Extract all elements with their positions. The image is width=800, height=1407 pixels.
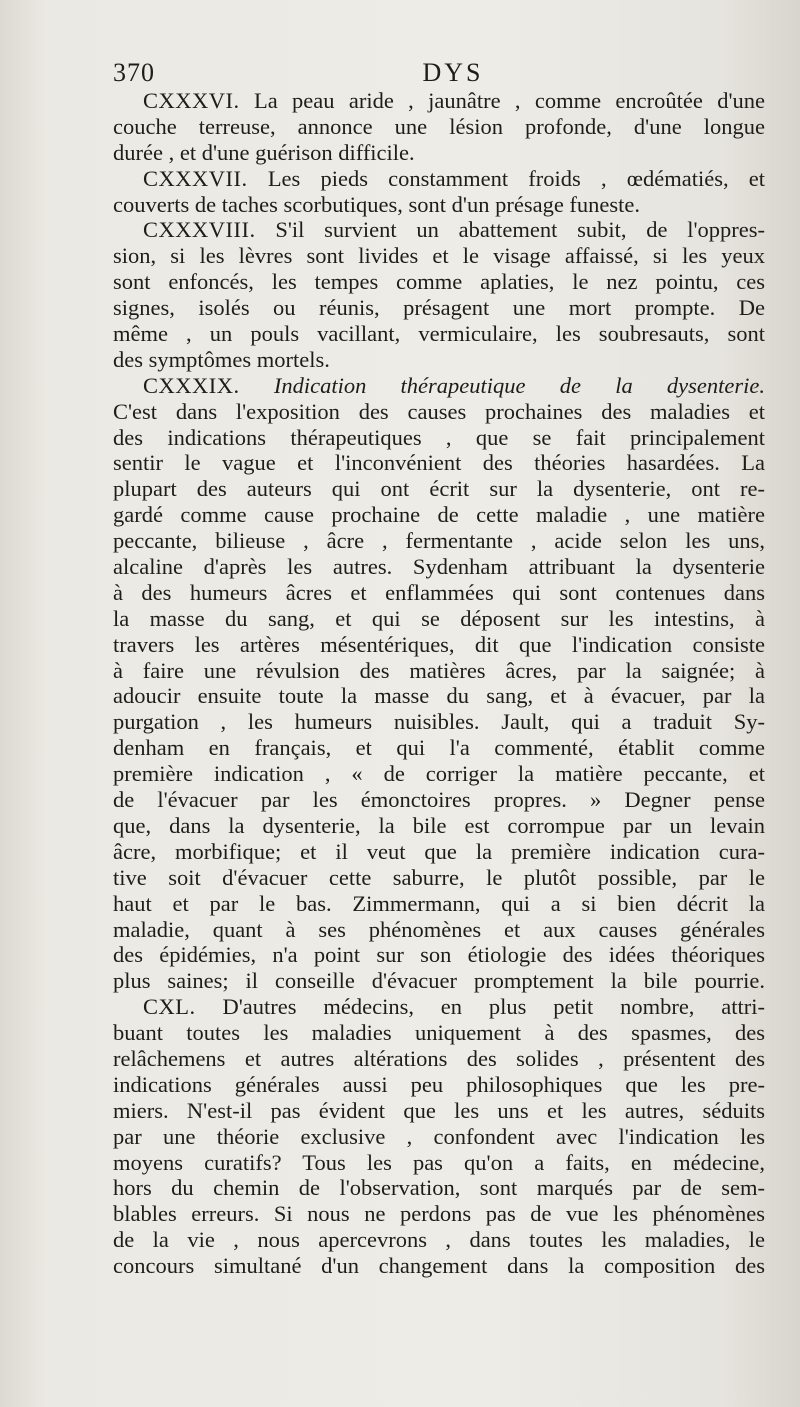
text-line: blables erreurs. Si nous ne perdons pas de vue les phénomènes bbox=[113, 1201, 765, 1227]
text-line: plus saines; il conseille d'évacuer promptement la bile pourrie. bbox=[113, 968, 765, 994]
text-line bbox=[113, 994, 765, 1020]
section-title: Indication thérapeutique de la dysenterie. bbox=[273, 372, 765, 398]
text-line: que, dans la dysenterie, la bile est corrompue par un levain bbox=[113, 812, 765, 838]
text-line: couverts de taches scorbutiques, sont d'un présage funeste. bbox=[113, 191, 641, 217]
text-line: de la vie , nous apercevrons , dans toutes les maladies, le bbox=[113, 1227, 765, 1253]
line-text: La peau aride , jaunâtre , comme encroûtée d'une bbox=[253, 88, 765, 113]
text-line bbox=[113, 373, 765, 399]
page-header bbox=[113, 58, 763, 92]
text-line: durée , et d'une guérison difficile. bbox=[113, 139, 415, 165]
text-line: adoucir ensuite toute la masse du sang, et à évacuer, par la bbox=[113, 683, 765, 709]
section-label: CXXXIX. bbox=[143, 372, 240, 398]
paragraph-cxxxviii bbox=[113, 217, 765, 372]
text-line: hors du chemin de l'observation, sont marqués par de sem- bbox=[113, 1175, 765, 1201]
page-number: 370 bbox=[113, 58, 155, 87]
text-line: maladie, quant à ses phénomènes et aux causes générales bbox=[113, 916, 765, 942]
paragraph-cxxxix bbox=[113, 373, 765, 994]
text-line: à faire une révulsion des matières âcres, par la saignée; à bbox=[113, 657, 765, 683]
line-text: D'autres médecins, en plus petit nombre, attri- bbox=[222, 994, 765, 1020]
text-line: concours simultané d'un changement dans la composition des bbox=[113, 1253, 765, 1279]
text-line: première indication , « de corriger la matière peccante, et bbox=[113, 761, 765, 787]
text-line: des épidémies, n'a point sur son étiologie des idées théoriques bbox=[113, 942, 765, 968]
text-line: buant toutes les maladies uniquement à des spasmes, des bbox=[113, 1020, 765, 1046]
text-line: âcre, morbifique; et il veut que la première indication cura- bbox=[113, 838, 765, 864]
text-line: relâchemens et autres altérations des solides , présentent des bbox=[113, 1045, 765, 1071]
text-line: par une théorie exclusive , confondent avec l'indication les bbox=[113, 1123, 765, 1149]
text-line: des indications thérapeutiques , que se fait principalement bbox=[113, 424, 765, 450]
text-line: tive soit d'évacuer cette saburre, le plutôt possible, par le bbox=[113, 864, 765, 890]
text-line: couche terreuse, annonce une lésion profonde, d'une longue bbox=[113, 113, 765, 139]
text-line: peccante, bilieuse , âcre , fermentante , acide selon les uns, bbox=[113, 528, 765, 554]
section-label: CXL. bbox=[143, 994, 196, 1020]
text-line: gardé comme cause prochaine de cette maladie , une matière bbox=[113, 502, 765, 528]
text-line: même , un pouls vacillant, vermiculaire, les soubresauts, sont bbox=[113, 321, 765, 347]
line-text: S'il survient un abattement subit, de l'oppres- bbox=[275, 217, 765, 243]
paragraph-cxxxvii bbox=[113, 166, 765, 218]
text-line: sentir le vague et l'inconvénient des théories hasardées. La bbox=[113, 450, 765, 476]
section-label: CXXXVIII. bbox=[143, 217, 256, 243]
text-line: indications générales aussi peu philosophiques que les pre- bbox=[113, 1071, 765, 1097]
text-line: sont enfoncés, les tempes comme aplaties, le nez pointu, ces bbox=[113, 269, 765, 295]
section-label: CXXXVII. bbox=[143, 165, 248, 191]
text-line: de l'évacuer par les émonctoires propres. » Degner pense bbox=[113, 787, 765, 813]
text-line: plupart des auteurs qui ont écrit sur la dysenterie, ont re- bbox=[113, 476, 765, 502]
text-line: signes, isolés ou réunis, présagent une mort prompte. De bbox=[113, 295, 765, 321]
paragraph-cxl bbox=[113, 994, 765, 1279]
line-text: Les pieds constamment froids , œdématiés, et bbox=[267, 165, 765, 191]
text-line: moyens curatifs? Tous les pas qu'on a faits, en médecine, bbox=[113, 1149, 765, 1175]
text-line bbox=[113, 217, 765, 243]
text-line bbox=[113, 88, 765, 114]
text-line: denham en français, et qui l'a commenté, établit comme bbox=[113, 735, 765, 761]
text-line: C'est dans l'exposition des causes prochaines des maladies et bbox=[113, 398, 765, 424]
text-line: sion, si les lèvres sont livides et le visage affaissé, si les yeux bbox=[113, 243, 765, 269]
text-column bbox=[113, 88, 765, 1279]
text-line: miers. N'est-il pas évident que les uns et les autres, séduits bbox=[113, 1097, 765, 1123]
running-head: DYS bbox=[422, 58, 484, 87]
text-line: la masse du sang, et qui se déposent sur les intestins, à bbox=[113, 605, 765, 631]
text-line: à des humeurs âcres et enflammées qui sont contenues dans bbox=[113, 579, 765, 605]
text-line: purgation , les humeurs nuisibles. Jault, qui a traduit Sy- bbox=[113, 709, 765, 735]
section-label: CXXXVI. bbox=[143, 88, 240, 113]
text-line: travers les artères mésentériques, dit que l'indication consiste bbox=[113, 631, 765, 657]
text-line: alcaline d'après les autres. Sydenham attribuant la dysenterie bbox=[113, 554, 765, 580]
text-line: des symptômes mortels. bbox=[113, 346, 330, 372]
text-line: haut et par le bas. Zimmermann, qui a si bien décrit la bbox=[113, 890, 765, 916]
paragraph-cxxxvi bbox=[113, 88, 765, 166]
text-line bbox=[113, 166, 765, 192]
